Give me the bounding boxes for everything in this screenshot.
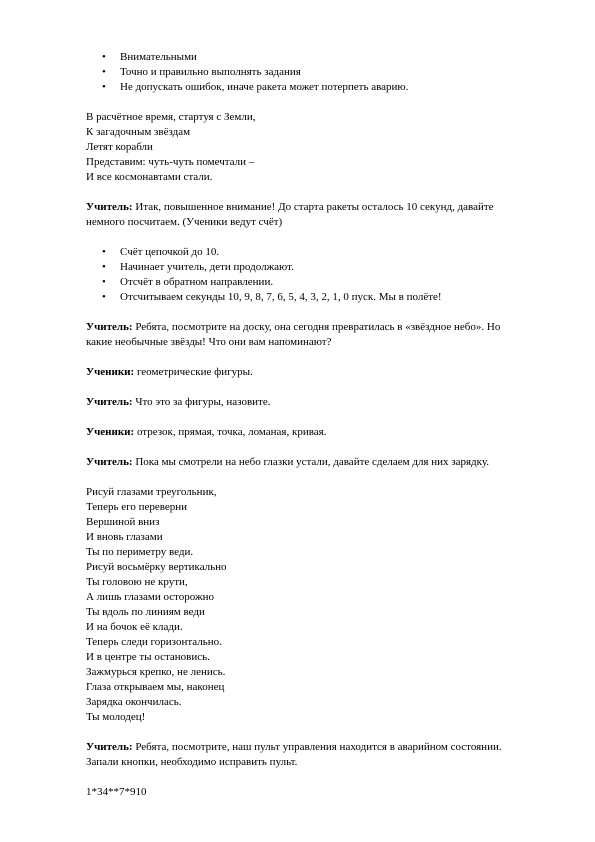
paragraph-starry-sky: Учитель: Ребята, посмотрите на доску, она сегодня превратилась в «звёздное небо». Но какие необычные звёзды! Что они вам напоминают? xyxy=(86,321,501,348)
speaker-label: Учитель: xyxy=(86,321,133,333)
poem-line: Ты молодец! xyxy=(86,711,146,723)
speaker-label: Учитель: xyxy=(86,741,133,753)
bullet-list-counting xyxy=(86,245,546,305)
list-item: • Внимательными xyxy=(102,51,197,63)
poem-line: К загадочным звёздам xyxy=(86,126,191,138)
speaker-label: Учитель: xyxy=(86,456,133,468)
bullet-icon: • xyxy=(102,51,106,63)
poem-line: Зарядка окончилась. xyxy=(86,696,182,708)
bullet-list-rules xyxy=(86,50,546,95)
poem-line: Представим: чуть-чуть помечтали – xyxy=(86,156,255,168)
list-item: • Отсчёт в обратном направлении. xyxy=(102,276,274,288)
poem-line: Ты вдоль по линиям веди xyxy=(86,606,205,618)
poem-start xyxy=(86,110,546,185)
poem-line: Рисуй глазами треугольник, xyxy=(86,486,217,498)
bullet-icon: • xyxy=(102,261,106,273)
poem-line: А лишь глазами осторожно xyxy=(86,591,214,603)
bullet-icon: • xyxy=(102,66,106,78)
poem-line: И в центре ты остановись. xyxy=(86,651,210,663)
poem-line: Летят корабли xyxy=(86,141,153,153)
speaker-label: Учитель: xyxy=(86,396,133,408)
speaker-label: Ученики: xyxy=(86,366,135,378)
paragraph-question-shapes: Учитель: Что это за фигуры, назовите. xyxy=(86,396,271,408)
list-item: • Начинает учитель, дети продолжают. xyxy=(102,261,294,273)
poem-line: Зажмурься крепко, не ленись. xyxy=(86,666,226,678)
list-item: • Отсчитываем секунды 10, 9, 8, 7, 6, 5, 4, 3, 2, 1, 0 пуск. Мы в полёте! xyxy=(102,291,442,303)
poem-line: Глаза открываем мы, наконец xyxy=(86,681,225,693)
poem-line: Теперь следи горизонтально. xyxy=(86,636,222,648)
poem-line: Теперь его переверни xyxy=(86,501,188,513)
bullet-icon: • xyxy=(102,81,106,93)
list-item: • Точно и правильно выполнять задания xyxy=(102,66,301,78)
paragraph-answer-shapes: Ученики: геометрические фигуры. xyxy=(86,366,253,378)
bullet-icon: • xyxy=(102,246,106,258)
paragraph-answer-names: Ученики: отрезок, прямая, точка, ломаная, кривая. xyxy=(86,426,327,438)
bullet-icon: • xyxy=(102,276,106,288)
bullet-icon: • xyxy=(102,291,106,303)
speaker-label: Ученики: xyxy=(86,426,135,438)
poem-line: Ты головою не крути, xyxy=(86,576,188,588)
poem-line: И вновь глазами xyxy=(86,531,163,543)
poem-line: Ты по периметру веди. xyxy=(86,546,194,558)
paragraph-control-panel: Учитель: Ребята, посмотрите, наш пульт управления находится в аварийном состоянии. Запали кнопки, необходимо исправить пульт. xyxy=(86,741,502,768)
list-item: • Счёт цепочкой до 10. xyxy=(102,246,220,258)
poem-line: И все космонавтами стали. xyxy=(86,171,213,183)
paragraph-eye-exercise: Учитель: Пока мы смотрели на небо глазки устали, давайте сделаем для них зарядку. xyxy=(86,456,489,468)
paragraph-countdown: Учитель: Итак, повышенное внимание! До старта ракеты осталось 10 секунд, давайте немного посчитаем. (Ученики ведут счёт) xyxy=(86,201,494,228)
poem-line: Рисуй восьмёрку вертикально xyxy=(86,561,227,573)
list-item: • Не допускать ошибок, иначе ракета может потерпеть аварию. xyxy=(102,81,409,93)
poem-line: В расчётное время, стартуя с Земли, xyxy=(86,111,256,123)
poem-eye-exercise xyxy=(86,485,546,725)
poem-line: И на бочок её клади. xyxy=(86,621,183,633)
number-sequence: 1*34**7*910 xyxy=(86,786,147,798)
poem-line: Вершиной вниз xyxy=(86,516,160,528)
document-body xyxy=(86,50,546,800)
speaker-label: Учитель: xyxy=(86,201,133,213)
